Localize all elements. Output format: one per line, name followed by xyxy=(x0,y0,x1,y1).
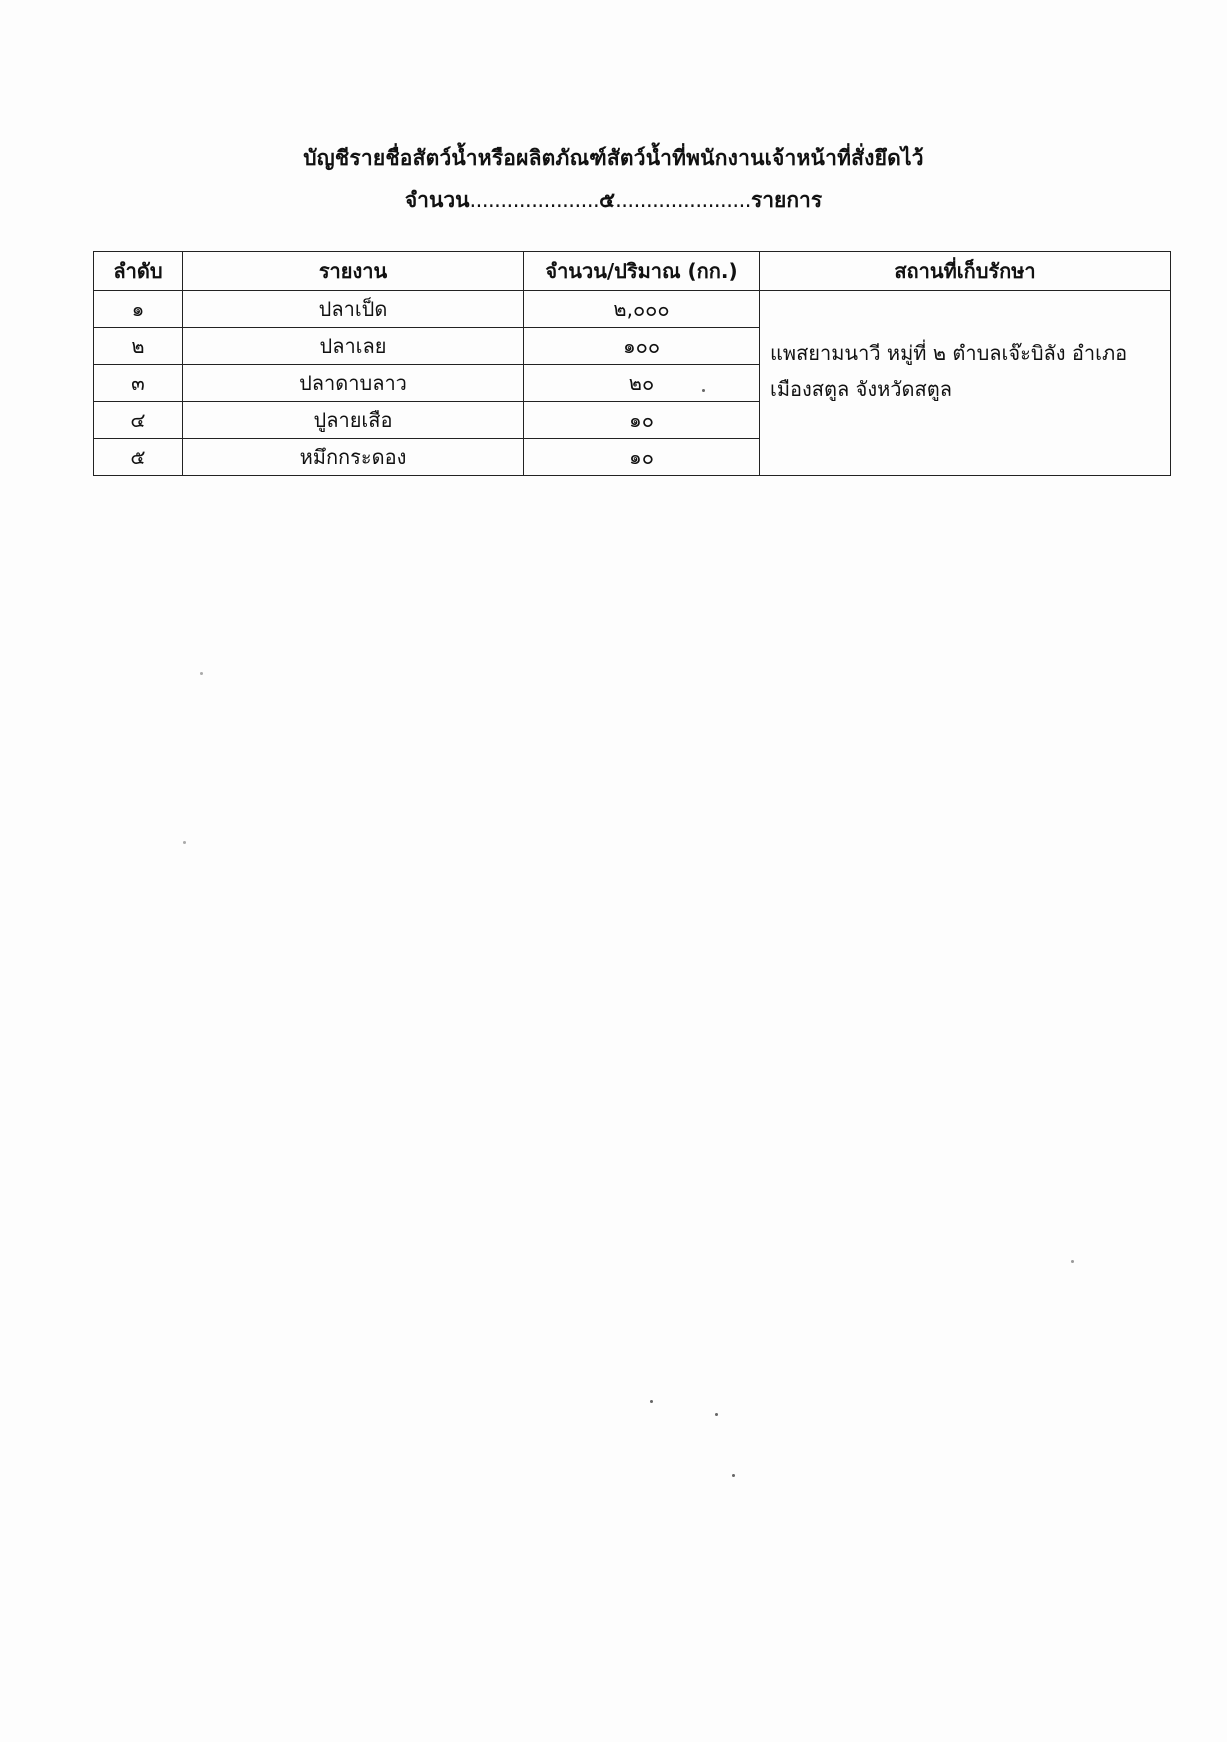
row-quantity: ๑๐ xyxy=(524,439,760,476)
scan-speck xyxy=(732,1474,735,1477)
row-name: ปลาเป็ด xyxy=(183,291,524,328)
header-no: ลำดับ xyxy=(94,252,183,291)
row-name: หมึกกระดอง xyxy=(183,439,524,476)
item-count-line xyxy=(0,184,1227,217)
scan-speck xyxy=(200,672,203,675)
scan-speck xyxy=(650,1400,653,1403)
scan-speck xyxy=(702,389,705,392)
header-storage: สถานที่เก็บรักษา xyxy=(760,252,1171,291)
row-quantity: ๒๐ xyxy=(524,365,760,402)
count-dots-after: ...................... xyxy=(615,188,751,212)
count-suffix: รายการ xyxy=(750,188,823,212)
count-dots-before: ..................... xyxy=(469,188,600,212)
row-no: ๓ xyxy=(94,365,183,402)
row-name: ปูลายเสือ xyxy=(183,402,524,439)
table-row xyxy=(94,291,1171,328)
row-no: ๕ xyxy=(94,439,183,476)
storage-line-2: เมืองสตูล จังหวัดสตูล xyxy=(770,377,952,401)
row-quantity: ๑๐๐ xyxy=(524,328,760,365)
row-name: ปลาเลย xyxy=(183,328,524,365)
seized-items-table xyxy=(93,251,1171,476)
table-header-row xyxy=(94,252,1171,291)
row-quantity: ๑๐ xyxy=(524,402,760,439)
row-name: ปลาดาบลาว xyxy=(183,365,524,402)
document-title: บัญชีรายชื่อสัตว์น้ำหรือผลิตภัณฑ์สัตว์น้ำที่พนักงานเจ้าหน้าที่สั่งยึดไว้ xyxy=(303,146,924,170)
scan-speck xyxy=(715,1413,718,1416)
header-name: รายงาน xyxy=(183,252,524,291)
header-quantity: จำนวน/ปริมาณ (กก.) xyxy=(524,252,760,291)
row-quantity: ๒,๐๐๐ xyxy=(524,291,760,328)
scan-speck xyxy=(1071,1260,1074,1263)
row-no: ๔ xyxy=(94,402,183,439)
row-no: ๒ xyxy=(94,328,183,365)
scan-speck xyxy=(183,841,186,844)
row-no: ๑ xyxy=(94,291,183,328)
storage-line-1: แพสยามนาวี หมู่ที่ ๒ ตำบลเจ๊ะบิลัง อำเภอ xyxy=(770,341,1128,365)
count-value: ๕ xyxy=(599,188,616,212)
count-prefix: จำนวน xyxy=(404,188,470,212)
storage-location-cell xyxy=(760,291,1171,476)
